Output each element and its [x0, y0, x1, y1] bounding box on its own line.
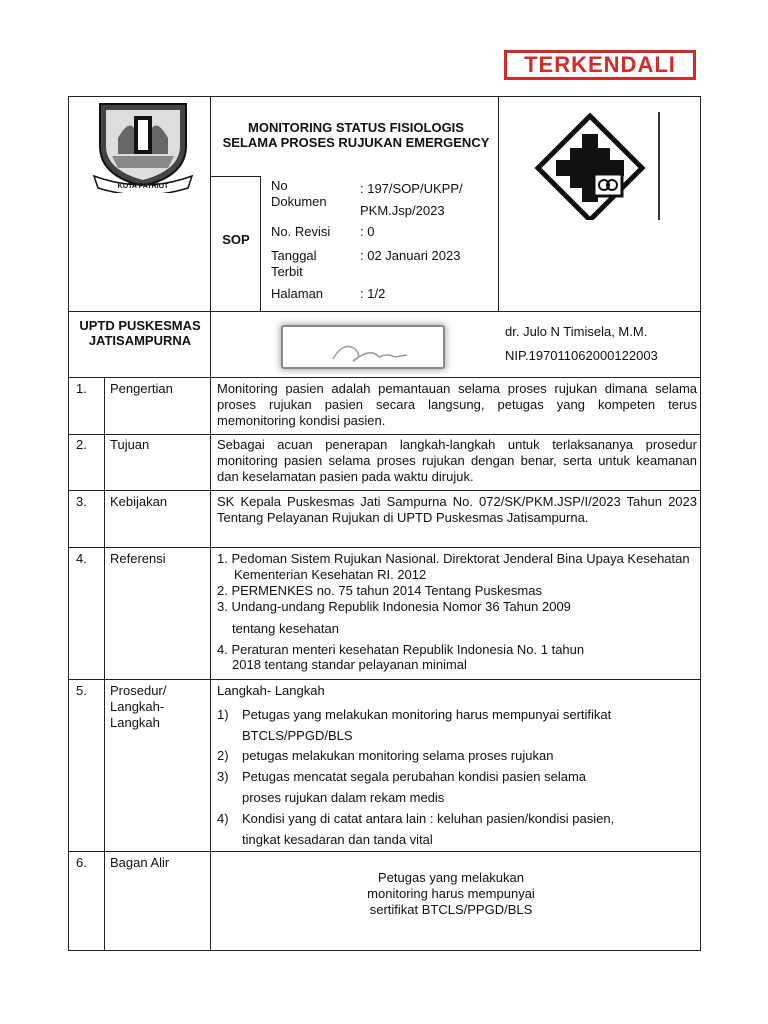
step-text: Petugas mencatat segala perubahan kondisi pasien selama	[242, 769, 587, 784]
health-cross-logo	[530, 112, 662, 220]
section-number: 3.	[76, 494, 87, 509]
section-label-tujuan: Tujuan	[110, 437, 150, 452]
section-text-tujuan: Sebagai acuan penerapan langkah-langkah untuk terlaksananya prosedur monitoring pasien selama proses rujukan dengan benar, serta untuk keamanan dan keselamatan pasien pada waktu dirujuk.	[217, 437, 697, 484]
step-number: 4)	[217, 811, 229, 826]
reference-item-3: 3. Undang-undang Republik Indonesia Nomor 36 Tahun 2009	[217, 599, 571, 614]
section-label-bagan-alir: Bagan Alir	[110, 855, 170, 870]
signer-name: dr. Julo N Timisela, M.M.	[505, 324, 648, 339]
step-number: 2)	[217, 748, 229, 763]
signer-nip: NIP.197011062000122003	[505, 348, 658, 363]
section-number: 1.	[76, 381, 87, 396]
section-text-pengertian: Monitoring pasien adalah pemantauan selama proses rujukan dimana selama proses rujukan pasien secara langsung, petugas yang kompeten terus memonitoring kondisi pasien.	[217, 381, 697, 428]
meta-label-halaman: Halaman	[271, 286, 324, 301]
section-number: 4.	[76, 551, 87, 566]
terkendali-stamp: TERKENDALI	[504, 50, 696, 80]
step-text-cont: proses rujukan dalam rekam medis	[242, 790, 445, 805]
section-label-pengertian: Pengertian	[110, 381, 173, 396]
step-text: petugas melakukan monitoring selama proses rujukan	[242, 748, 554, 763]
signature-box	[281, 325, 445, 369]
reference-item-4: 4. Peraturan menteri kesehatan Republik Indonesia No. 1 tahun	[217, 642, 585, 657]
procedure-heading: Langkah- Langkah	[217, 683, 325, 698]
section-label-prosedur: Prosedur/ Langkah- Langkah	[110, 683, 167, 730]
section-number: 2.	[76, 437, 87, 452]
meta-value-halaman: : 1/2	[360, 286, 386, 301]
meta-label-tanggal: Tanggal Terbit	[271, 248, 317, 279]
meta-value-revisi: : 0	[360, 224, 375, 239]
meta-label-no-dokumen: No Dokumen	[271, 178, 327, 209]
reference-item	[217, 551, 697, 583]
reference-item-3-cont: tentang kesehatan	[232, 621, 339, 636]
unit-name: UPTD PUSKESMAS JATISAMPURNA	[79, 318, 201, 348]
sop-label: SOP	[222, 232, 250, 247]
meta-value-tanggal: : 02 Januari 2023	[360, 248, 461, 263]
section-label-kebijakan: Kebijakan	[110, 494, 168, 509]
section-text-kebijakan: SK Kepala Puskesmas Jati Sampurna No. 072/SK/PKM.JSP/I/2023 Tahun 2023 Tentang Pelayanan Rujukan di UPTD Puskesmas Jatisampurna.	[217, 494, 697, 525]
reference-item-4-cont: 2018 tentang standar pelayanan minimal	[232, 657, 467, 672]
step-text: Kondisi yang di catat antara lain : keluhan pasien/kondisi pasien,	[242, 811, 615, 826]
step-text: Petugas yang melakukan monitoring harus mempunyai sertifikat	[242, 707, 612, 722]
section-number: 6.	[76, 855, 87, 870]
logo-motto-text: KOTA PATRIOT	[117, 183, 169, 190]
signature-scribble	[283, 327, 443, 367]
meta-value-no-dokumen: : 197/SOP/UKPP/ PKM.Jsp/2023	[360, 181, 463, 218]
section-number: 5.	[76, 683, 87, 698]
step-number: 1)	[217, 707, 229, 722]
meta-label-revisi: No. Revisi	[271, 224, 331, 239]
reference-item-1: 1. Pedoman Sistem Rujukan Nasional. Direktorat Jenderal Bina Upaya Kesehatan Kementerian Kesehatan RI. 2012	[217, 551, 690, 582]
step-text-cont: BTCLS/PPGD/BLS	[242, 728, 353, 743]
step-text-cont: tingkat kesadaran dan tanda vital	[242, 832, 433, 847]
section-label-referensi: Referensi	[110, 551, 166, 566]
flowchart-step-text: Petugas yang melakukan monitoring harus mempunyai sertifikat BTCLS/PPGD/BLS	[367, 870, 535, 917]
document-title: MONITORING STATUS FISIOLOGIS SELAMA PROSES RUJUKAN EMERGENCY	[222, 120, 490, 150]
city-emblem-logo	[88, 98, 198, 193]
reference-item-2: 2. PERMENKES no. 75 tahun 2014 Tentang Puskesmas	[217, 583, 542, 598]
step-number: 3)	[217, 769, 229, 784]
